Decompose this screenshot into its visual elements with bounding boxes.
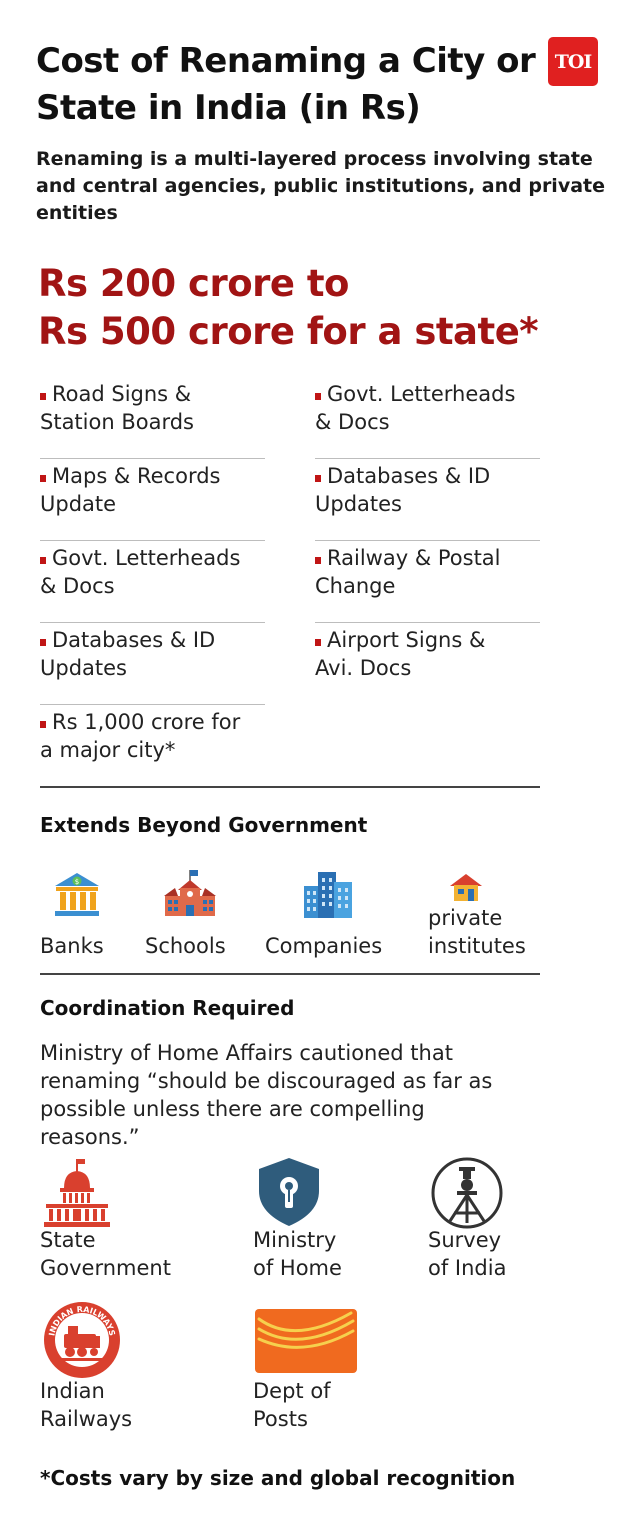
section-divider xyxy=(40,786,540,788)
agency-ministry-of-home: Ministry of Home xyxy=(253,1228,342,1280)
svg-text:$: $ xyxy=(74,878,80,886)
cost-headline-line1: Rs 200 crore to xyxy=(38,262,349,305)
bullet-square xyxy=(315,557,321,564)
bank-icon xyxy=(52,870,102,920)
school-icon xyxy=(163,868,217,920)
bullet-square xyxy=(315,475,321,482)
cost-item: Govt. Letterheads & Docs xyxy=(40,540,265,623)
section-divider xyxy=(40,973,540,975)
cost-item: Railway & Postal Change xyxy=(315,540,540,623)
bullet-square xyxy=(315,639,321,646)
bullet-square xyxy=(40,639,46,646)
beyond-label-schools: Schools xyxy=(145,934,226,958)
agency-survey-of-india: Survey of India xyxy=(428,1228,507,1280)
cost-headline xyxy=(38,260,628,356)
page-title: Cost of Renaming a City or State in India (in Rs) xyxy=(36,41,536,128)
toi-logo: TOI xyxy=(548,37,598,86)
bullet-square xyxy=(315,393,321,400)
cost-item: Govt. Letterheads & Docs xyxy=(315,376,540,459)
india-post-logo xyxy=(255,1309,357,1380)
bullet-square xyxy=(40,475,46,482)
agency-indian-railways: Indian Railways xyxy=(40,1379,133,1431)
beyond-label-banks: Banks xyxy=(40,934,104,958)
svg-text:INDIAN RAILWAYS: INDIAN RAILWAYS xyxy=(47,1304,117,1337)
theodolite-icon xyxy=(430,1157,504,1236)
cost-item: Maps & Records Update xyxy=(40,458,265,541)
bullet-square xyxy=(40,393,46,400)
cost-item: Databases & ID Updates xyxy=(40,622,265,705)
beyond-heading: Extends Beyond Government xyxy=(40,813,368,837)
office-buildings-icon xyxy=(302,870,354,920)
cost-item: Airport Signs & Avi. Docs xyxy=(315,628,486,680)
bullet-square xyxy=(40,557,46,564)
beyond-label-companies: Companies xyxy=(265,934,383,958)
mha-quote: Ministry of Home Affairs cautioned that renaming “should be discouraged as far as possible unless there are compelling reasons.” xyxy=(40,1041,493,1149)
cost-headline-line2: Rs 500 crore for a state* xyxy=(38,310,539,353)
shield-keyhole-icon xyxy=(257,1157,321,1234)
assembly-building-icon xyxy=(44,1158,110,1235)
cost-item-major-city: Rs 1,000 crore for a major city* xyxy=(40,710,241,762)
coordination-heading: Coordination Required xyxy=(40,996,295,1020)
agency-dept-of-posts: Dept of Posts xyxy=(253,1379,331,1431)
page-subtitle: Renaming is a multi-layered process involving state and central agencies, public institutions, and private entities xyxy=(36,148,605,224)
footnote: *Costs vary by size and global recognition xyxy=(40,1466,516,1490)
cost-item: Databases & ID Updates xyxy=(315,458,540,541)
agency-state-government: State Government xyxy=(40,1228,171,1280)
bullet-square xyxy=(40,721,46,728)
beyond-label-private-institutes: private institutes xyxy=(428,906,526,958)
house-icon xyxy=(448,872,484,902)
indian-railways-logo xyxy=(42,1300,122,1387)
cost-item: Road Signs & Station Boards xyxy=(40,376,265,459)
